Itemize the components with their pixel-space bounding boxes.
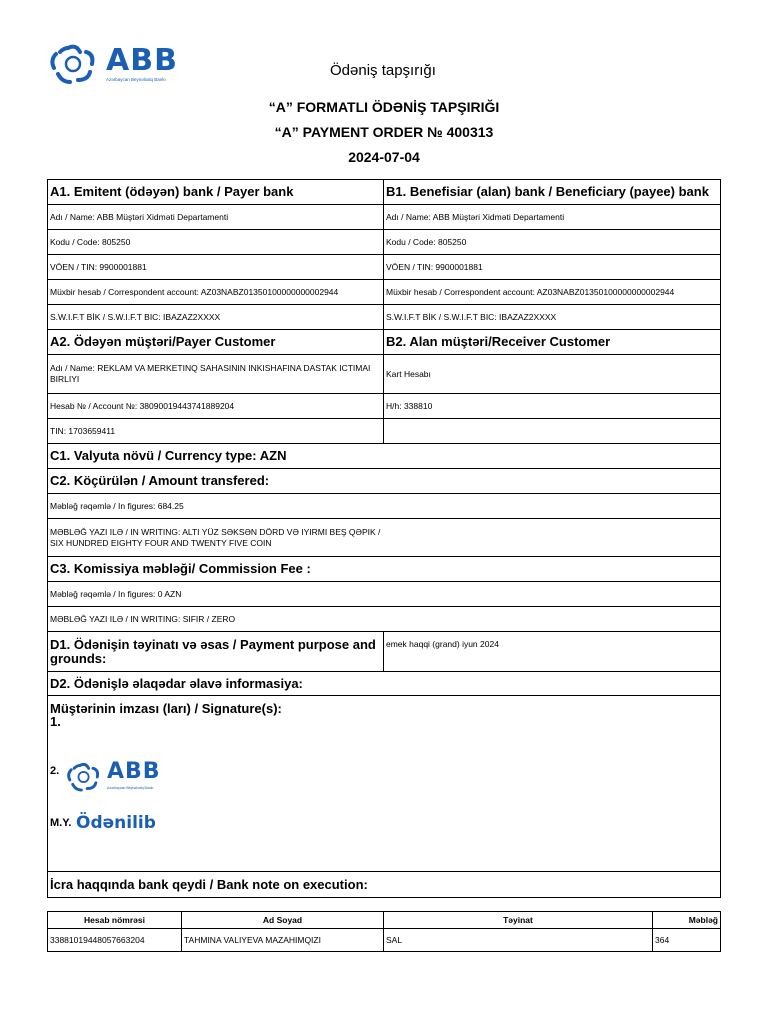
bank-name-row (48, 205, 721, 230)
currency-type: C1. Valyuta növü / Currency type: AZN (48, 444, 721, 469)
column-account-number: Hesab nömrəsi (48, 912, 182, 929)
payer-bank-correspondent: Müxbir hesab / Correspondent account: AZ03NABZ01350100000000002944 (48, 280, 384, 305)
table-row (48, 929, 721, 952)
amount-heading-row (48, 469, 721, 494)
paid-stamp: Ödənilib (76, 813, 156, 833)
column-purpose: Təyinat (384, 912, 653, 929)
document-date: 2024-07-04 (348, 149, 420, 165)
extra-info-heading: D2. Ödənişlə əlaqədar əlavə informasiya: (48, 672, 721, 696)
cell-full-name: TAHMINA VALIYEVA MAZAHIMQIZI (182, 929, 384, 952)
payer-bank-swift: S.W.I.F.T BİK / S.W.I.F.T BIC: IBAZAZ2XXXX (48, 305, 384, 330)
commission-heading-row (48, 557, 721, 582)
customer-heading-row (48, 330, 721, 355)
receiver-customer-account: H/h: 338810 (384, 394, 721, 419)
signature-row (48, 696, 721, 872)
abb-logo-icon (46, 42, 104, 86)
recipients-header-row (48, 912, 721, 929)
bank-note-row (48, 872, 721, 898)
customer-account-row (48, 394, 721, 419)
cell-amount: 364 (653, 929, 721, 952)
stamp-logo (64, 760, 161, 794)
commission-words-row (48, 607, 721, 632)
amount-heading: C2. Köçürülən / Amount transfered: (48, 469, 721, 494)
abb-logo-icon (64, 760, 106, 794)
bank-note-heading: İcra haqqında bank qeydi / Bank note on execution: (48, 872, 721, 898)
beneficiary-bank-name: Adı / Name: ABB Müştəri Xidməti Departamenti (384, 205, 721, 230)
cell-account-number: 33881019448057663204 (48, 929, 182, 952)
payer-customer-tin: TIN: 1703659411 (48, 419, 384, 444)
brand-tagline: Azərbaycan Beynəlxalq Bankı (106, 77, 166, 82)
column-amount: Məbləğ (653, 912, 721, 929)
beneficiary-bank-correspondent: Müxbir hesab / Correspondent account: AZ03NABZ01350100000000002944 (384, 280, 721, 305)
signature-heading: Müştərinin imzası (ları) / Signature(s): (50, 701, 282, 716)
abb-logo (46, 42, 178, 86)
title-en: “A” PAYMENT ORDER № 400313 (274, 124, 494, 140)
extra-info-row (48, 672, 721, 696)
bank-tin-row (48, 255, 721, 280)
commission-words: MƏBLƏĞ YAZI ILƏ / IN WRITING: SIFIR / ZERO (48, 607, 721, 632)
payer-customer-account: Hesab № / Account №: 38090019443741889204 (48, 394, 384, 419)
commission-figures-row (48, 582, 721, 607)
payer-bank-name: Adı / Name: ABB Müştəri Xidməti Departamenti (48, 205, 384, 230)
beneficiary-bank-tin: VÖEN / TIN: 9900001881 (384, 255, 721, 280)
bank-heading-row (48, 180, 721, 205)
stamp-wordmark: ABB (107, 758, 161, 784)
column-full-name: Ad Soyad (182, 912, 384, 929)
beneficiary-bank-heading: B1. Benefisiar (alan) bank / Beneficiary (payee) bank (384, 180, 721, 205)
bank-swift-row (48, 305, 721, 330)
beneficiary-bank-code: Kodu / Code: 805250 (384, 230, 721, 255)
commission-figures: Məbləğ rəqəmlə / In figures: 0 AZN (48, 582, 721, 607)
amount-figures-row (48, 494, 721, 519)
customer-tin-row (48, 419, 721, 444)
cell-purpose: SAL (384, 929, 653, 952)
document-type: Ödəniş tapşırığı (330, 62, 436, 79)
receiver-customer-tin (384, 419, 721, 444)
receiver-customer-heading: B2. Alan müştəri/Receiver Customer (384, 330, 721, 355)
bank-correspondent-row (48, 280, 721, 305)
customer-name-row (48, 355, 721, 394)
purpose-row (48, 632, 721, 672)
signature-line-1: 1. (50, 714, 61, 729)
brand-wordmark: ABB (106, 43, 178, 78)
payer-bank-code: Kodu / Code: 805250 (48, 230, 384, 255)
payer-bank-heading: A1. Emitent (ödəyən) bank / Payer bank (48, 180, 384, 205)
signature-block (48, 696, 721, 872)
amount-words: MƏBLƏĞ YAZI ILƏ / IN WRITING: ALTI YÜZ SƏKSƏN DÖRD VƏ IYIRMI BEŞ QƏPIK / SIX HUNDRED EIGHTY FOUR AND TWENTY FIVE COIN (50, 526, 381, 548)
amount-words-row (48, 519, 721, 557)
payment-order-table (47, 179, 721, 898)
payer-bank-tin: VÖEN / TIN: 9900001881 (48, 255, 384, 280)
beneficiary-bank-swift: S.W.I.F.T BİK / S.W.I.F.T BIC: IBAZAZ2XXXX (384, 305, 721, 330)
receiver-customer-name: Kart Hesabı (384, 355, 721, 394)
purpose-value: emek haqqi (grand) iyun 2024 (384, 632, 721, 672)
payer-customer-heading: A2. Ödəyən müştəri/Payer Customer (48, 330, 384, 355)
currency-row (48, 444, 721, 469)
seal-label: M.Y. (50, 817, 72, 829)
recipients-table (47, 911, 721, 952)
bank-code-row (48, 230, 721, 255)
amount-figures: Məbləğ rəqəmlə / In figures: 684.25 (48, 494, 721, 519)
stamp-tagline: Azərbaycan Beynəlxalq Bankı (107, 785, 154, 790)
payer-customer-name: Adı / Name: REKLAM VA MERKETINQ SAHASININ INKISHAFINA DASTAK ICTIMAI BIRLIYI (48, 355, 384, 394)
purpose-heading: D1. Ödənişin təyinatı və əsas / Payment purpose and grounds: (48, 632, 384, 672)
signature-line-2: 2. (50, 765, 60, 777)
commission-heading: C3. Komissiya məbləği/ Commission Fee : (48, 557, 721, 582)
title-az: “A” FORMATLI ÖDƏNİŞ TAPŞIRIĞI (268, 99, 500, 115)
